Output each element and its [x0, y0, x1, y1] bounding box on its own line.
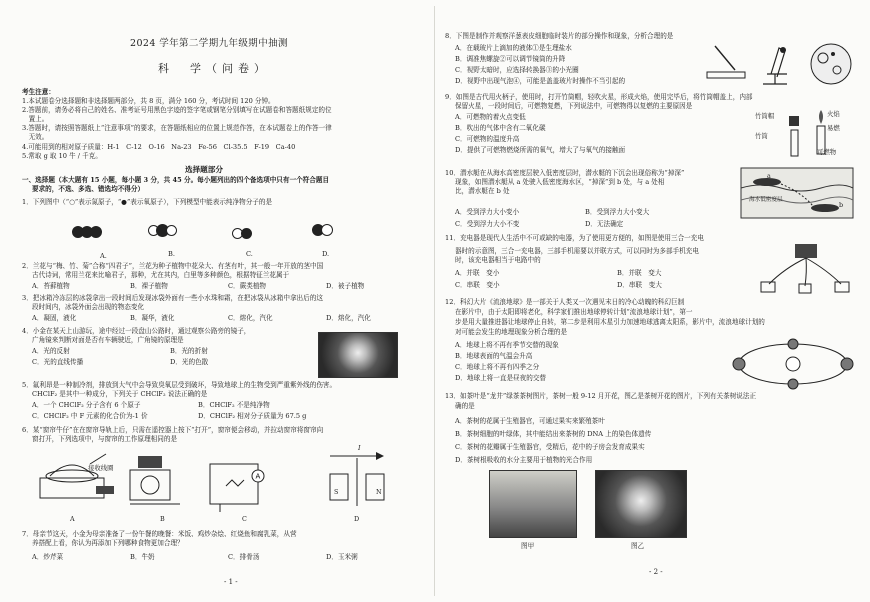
option: A．苔藓植物: [32, 282, 70, 290]
figure-caption: 图乙: [631, 542, 645, 550]
figure-label: S: [334, 488, 339, 496]
question-3: 3．把冰箱冷冻层的冰袋拿出一段时间后发现冰袋外面有一些小水珠和霜，在把冰袋从冰箱中拿出后的这: [22, 294, 323, 302]
figure-label: I: [358, 444, 361, 452]
dropper-icon: [707, 46, 745, 78]
question-13-cont: 确的是: [455, 402, 475, 410]
figure-d: [330, 452, 384, 506]
question-13: 13．如茶叶是“龙井”绿茶茶树图片，茶树一般 9-12 月开花，图乙是茶树开花的图片，下列有关茶树说法正: [445, 392, 757, 400]
option: C．可燃物的温度升高: [455, 135, 520, 143]
question-7-cont: 养搭配上看，你认为再添加下列哪种食物更加合理？: [32, 539, 184, 547]
option: D．地球上将一直是昼夜的交替: [455, 374, 547, 382]
question-9: 9．如图是古代用火柄子，使用时，打开竹筒帽，轻吹火星，形成火焰，使用完毕后，将竹筒帽盖上，内部: [445, 93, 753, 101]
option: D．被子植物: [326, 282, 365, 290]
section-instructions: 一、选择题（本大题有 15 小题，每小题 3 分，共 45 分。每小题列出的四个备选项中只有一个符合题目: [22, 176, 330, 184]
question-11-cont: 器时的示意图，三合一充电器，三部手机需要以并联方式，可以同时为多部手机充电: [455, 247, 699, 255]
option-label: D.: [322, 250, 330, 258]
option: A．光的反射: [32, 347, 70, 355]
question-10-cont: 现象，如图潜水艇从 a 处驶入低密度海水区，“掉深”到 b 处，与 a 处相: [455, 178, 665, 186]
figure-a: [40, 454, 114, 498]
notice-line: 置上。: [22, 115, 49, 123]
tea-flower-photo: [595, 470, 687, 538]
option: B．并联 变大: [617, 269, 662, 277]
figure-label: A: [70, 515, 75, 523]
question-10: 10．潜水艇在从海水高密度层驶入低密度层时，潜水艇的下沉会出现俗称为“掉深”: [445, 169, 685, 177]
option: B．凝华，液化: [130, 314, 175, 322]
option: C．熔化，汽化: [228, 314, 273, 322]
figure-label: 易燃: [827, 124, 840, 132]
question-12: 12．科幻大片《流浪地球》是一部关于人类又一次遇见末日的冷心动魄的科幻巨制: [445, 298, 685, 306]
question-10-cont: 比，潜水艇在 b 处: [455, 187, 510, 195]
option: A．在载玻片上滴加的液体①是生理盐水: [455, 44, 572, 52]
figure-caption: 图甲: [521, 542, 535, 550]
molecule-a: [72, 226, 102, 238]
exam-title: 2024 学年第二学期九年级期中抽测: [130, 38, 288, 49]
figure-b: [130, 456, 180, 504]
question-12-cont: 对可能会发生的地理现象分析合理的是: [455, 328, 568, 336]
question-12-cont: 在影片中，由于太阳即将老化，科学家们推出地球停转计划“流浪地球计划”，第一: [455, 308, 693, 316]
notice-line: 3.答题时，请按照答题纸上“注意事项”的要求，在答题纸相应的位置上规范作答，在本试题卷上的作答一律: [22, 124, 332, 132]
question-5: 5．氟利昂是一种制冷剂，排放到大气中会导致臭氧层受到破坏，导致地球上的生物受到严重紫外线的伤害。: [22, 381, 337, 389]
option: B．裸子植物: [130, 282, 168, 290]
option: A．炒芹菜: [32, 553, 64, 561]
molecule-c: [232, 228, 252, 239]
option: B．茶树细胞的叶绿体，其中能结出来茶树的 DNA 上的染色体遗传: [455, 430, 652, 438]
figure-label: D: [354, 515, 360, 523]
figure-label: 可燃物: [817, 148, 837, 156]
molecule-b: [148, 224, 177, 237]
option: D．串联 变大: [617, 281, 662, 289]
figure-label: 竹筒: [755, 132, 768, 140]
option: C．排骨汤: [228, 553, 260, 561]
tea-plant-photo: [489, 470, 577, 538]
question-5-cont: CHClF₂ 是其中一种成分，下列关于 CHClF₂ 说法正确的是: [32, 390, 208, 398]
convex-mirror-photo: [318, 332, 398, 378]
page-number: - 1 -: [224, 578, 238, 586]
question-11: 11．充电器是现代人生活中不可或缺的电器，为了使用更方便的，如图是使用三合一充电: [445, 234, 704, 242]
option: C．蕨类植物: [228, 282, 267, 290]
option: D．提供了可燃物燃烧所需的氧气，增大了与氧气的接触面: [455, 146, 626, 154]
molecule-d: [312, 224, 333, 236]
notice-line: 无效。: [22, 133, 49, 141]
figure-c: [210, 464, 264, 512]
option: C．受到浮力大小不变: [455, 220, 520, 228]
question-2-cont: 古代诗词，常用兰花来比喻君子，那种，尤在其内，白里等多种颜色，根据特征兰花属于: [32, 271, 290, 279]
option: D．熔化，汽化: [326, 314, 371, 322]
cell-view-icon: [811, 44, 851, 84]
figure-label: 竹筒帽: [755, 112, 775, 120]
option: D．光的色散: [170, 358, 209, 366]
microscope-figures: [705, 36, 855, 92]
question-11-cont: 时，该充电器相当于电路中的: [455, 256, 541, 264]
exam-subtitle: 科 学（问卷）: [158, 62, 270, 75]
q6-figures: [30, 446, 410, 524]
figure-label: 火焰: [827, 110, 840, 118]
option-label: A.: [100, 252, 107, 260]
option: A．受到浮力大小变小: [455, 208, 520, 216]
page-two: [435, 0, 870, 602]
option: A．并联 变小: [455, 269, 500, 277]
option: D．茶树根吸收的水分主要用于植物的光合作用: [455, 456, 593, 464]
figure-label: 接收线圈: [88, 464, 114, 472]
option: D．CHClF₂ 相对分子质量为 67.5 g: [198, 412, 307, 420]
question-7: 7．母亲节这天，小金为母亲准备了一份午餐的晚餐：米饭、鸡炒杂烩、红烧鱼和腐乳菜，从营: [22, 530, 297, 538]
option: B．牛奶: [130, 553, 155, 561]
option: C．茶树的花瓣属于生殖器官，受精后，花中的子房会发育成果实: [455, 443, 645, 451]
option: B．受到浮力大小变大: [585, 208, 650, 216]
figure-label: a: [767, 172, 771, 180]
option: C．地球上将不再有四季之分: [455, 363, 540, 371]
earth-orbit-figure: [731, 338, 855, 390]
option: A．地球上将不再有季节交替的现象: [455, 341, 559, 349]
option: C．CHClF₂ 中 F 元素的化合价为-1 价: [32, 412, 148, 420]
option: B．地球表面的气温会升高: [455, 352, 533, 360]
question-3-cont: 段时间内，冰袋外面会出现的物态变化: [32, 303, 145, 311]
question-1: 1．下列图中（“○”表示氮原子，“●”表示氧原子），下列模型中能表示纯净物分子的是: [22, 198, 273, 206]
question-9-cont: 保留火星，一段时间后，可燃物复燃，下列说法中，可燃物得以复燃的主要原因是: [455, 102, 693, 110]
figure-label: C: [242, 515, 247, 523]
question-6: 6．某“窗帘牛仔”在在窗帘导轨上后，只需在遥控器上按下“打开”，窗帘便会移动，并拉动窗帘将窗帘向: [22, 426, 324, 434]
option: D．无法确定: [585, 220, 624, 228]
option: D．视野中出现气泡④，可能是盖盖玻片时操作不当引起的: [455, 77, 626, 85]
question-4: 4．小金在某天上山游玩，途中经过一段盘山公路时，通过观察公路旁的镜子，: [22, 327, 251, 335]
option: B．调准焦螺旋②可以调节镜筒的升降: [455, 55, 566, 63]
question-4-cont: 广角镜来判断对面是否有车辆驶近，广角镜的原理是: [32, 336, 184, 344]
figure-label: N: [376, 488, 382, 496]
option: A．茶树的花属于生殖器官，可通过果实来繁殖茶叶: [455, 417, 605, 425]
figure-label: b: [839, 201, 844, 209]
notice-line: 2.答题前，请务必将自己的姓名、准考证号用黑色字迹的签字笔或钢笔分别填写在试题卷和答题纸规定的位: [22, 106, 332, 114]
question-2: 2．兰花与“梅、竹、菊”合称“四君子”，兰花为种子植物中花朵大、有茎有叶，其一般一年开放的茎中国: [22, 262, 324, 270]
option: D．玉米粥: [326, 553, 358, 561]
question-6-cont: 窗打开，下列选项中，与窗帘的工作原理相同的是: [32, 435, 178, 443]
figure-label: 海水低密度层: [749, 197, 783, 203]
figure-label: B: [160, 515, 165, 523]
option: B．吹出的气体中含有二氧化碳: [455, 124, 546, 132]
option-label: B.: [168, 250, 175, 258]
page-number: - 2 -: [649, 568, 663, 576]
question-12-cont: 步是用大量推进器让地球停止自转，第二步是利用木星引力加速地球逃离太阳系，影片中，流浪地球计划的: [455, 318, 765, 326]
svg-text:A: A: [255, 472, 261, 481]
option: C．光的直线传播: [32, 358, 84, 366]
option: B．CHClF₂ 不是纯净物: [198, 401, 270, 409]
option-label: C.: [246, 250, 253, 258]
option: A．可燃物的着火点变低: [455, 113, 526, 121]
notice-heading: 考生注意：: [22, 88, 55, 96]
notice-line: 5.常取 g 取 10 牛 / 千克。: [22, 152, 102, 160]
option: A．凝固，液化: [32, 314, 77, 322]
option: C．串联 变小: [455, 281, 500, 289]
notice-line: 4.可能用到的相对原子质量：H-1 C-12 O-16 Na-23 Fe-56 Cl-35.5 F-19 Ca-40: [22, 143, 296, 151]
option: C．视野太暗时，应选择转换器③的小光圈: [455, 66, 579, 74]
microscope-icon: [763, 47, 787, 84]
section-title: 选择题部分: [185, 165, 223, 174]
section-instructions: 要求的，不选、多选、错选均不得分）: [32, 185, 145, 193]
option: B．光的折射: [170, 347, 208, 355]
question-8: 8．下图是制作并观察洋葱表皮细胞临时装片的部分操作和现象，分析合理的是: [445, 32, 674, 40]
submarine-figure: [741, 168, 853, 218]
charger-figure: [755, 238, 855, 294]
notice-line: 1.本试题卷分选择题和非选择题两部分，共 8 页，满分 160 分，考试时间 120 分钟。: [22, 97, 275, 105]
option: A．一个 CHClF₂ 分子含有 6 个原子: [32, 401, 141, 409]
